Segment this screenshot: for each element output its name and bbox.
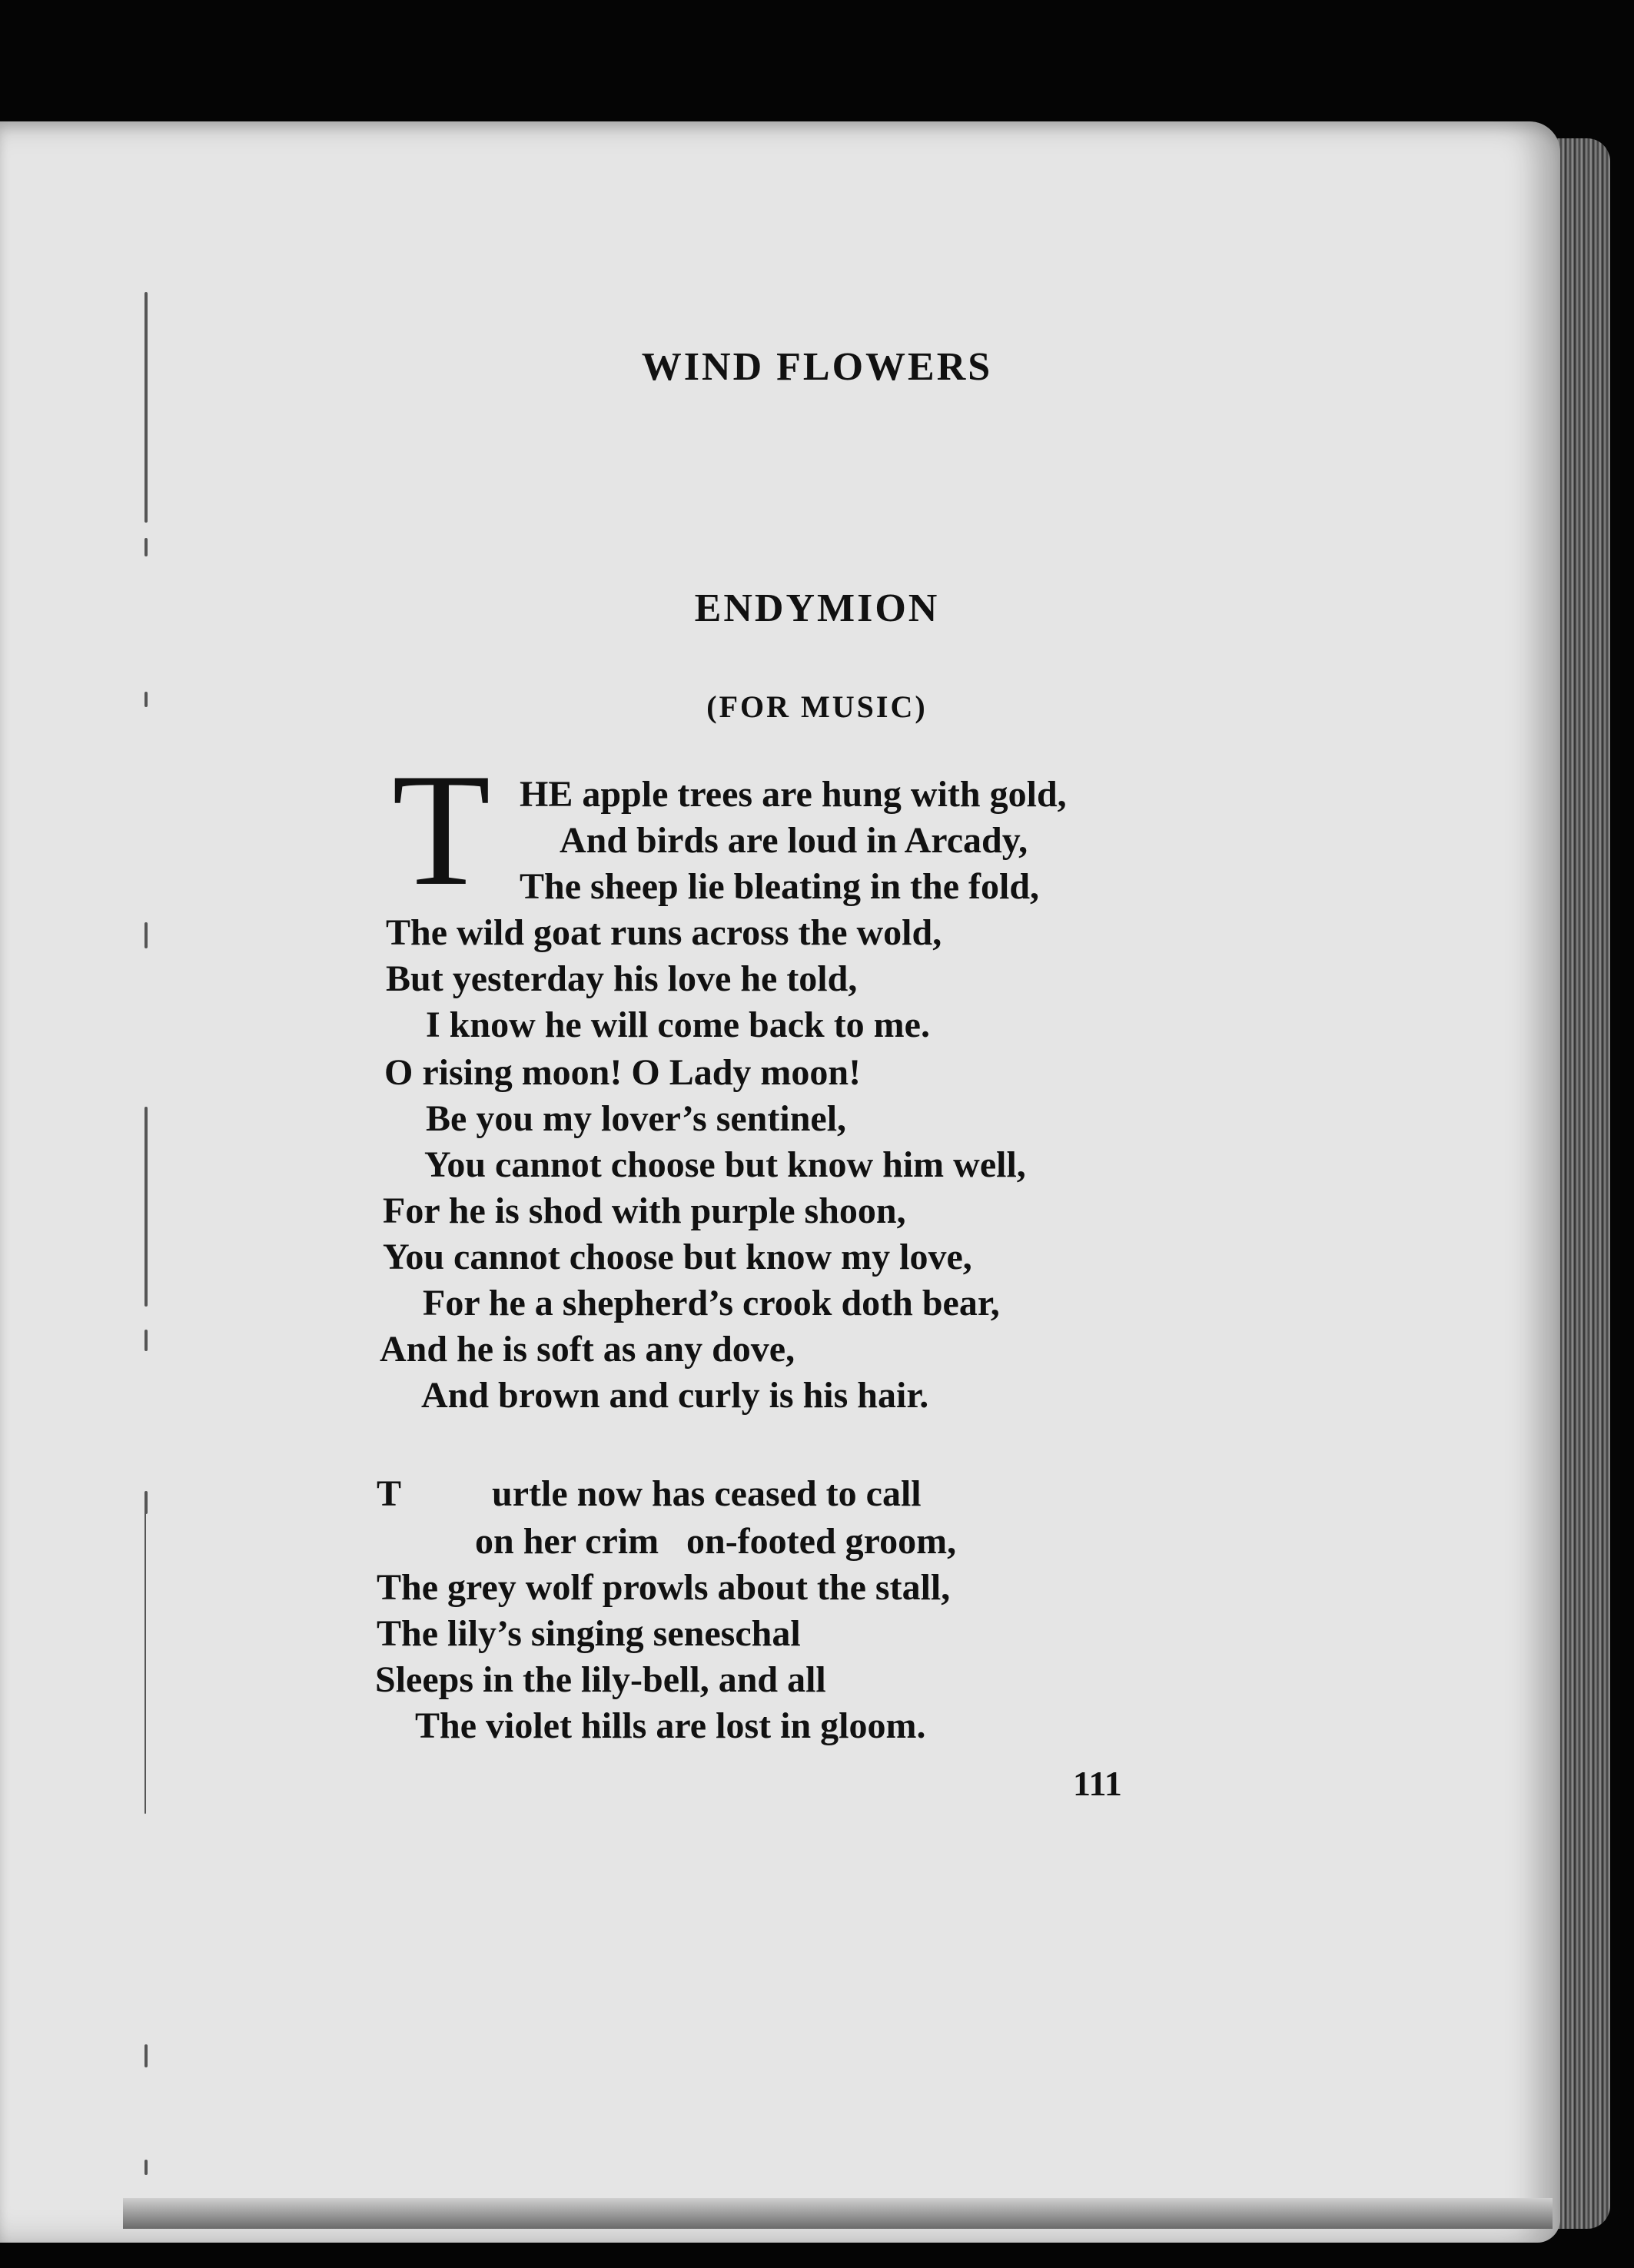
poem-title: ENDYMION bbox=[694, 586, 940, 630]
poem-line: You cannot choose but know him well, bbox=[424, 1144, 1026, 1185]
poem-line: And birds are loud in Arcady, bbox=[560, 820, 1028, 861]
poem-line: The lily’s singing seneschal bbox=[377, 1613, 801, 1654]
poem-line: The wild goat runs across the wold, bbox=[386, 912, 942, 953]
poem-line: O rising moon! O Lady moon! bbox=[384, 1052, 862, 1093]
poem-line: Be you my lover’s sentinel, bbox=[426, 1098, 847, 1139]
poem-line: The violet hills are lost in gloom. bbox=[415, 1705, 926, 1746]
poem-line: And he is soft as any dove, bbox=[380, 1329, 795, 1370]
poem-line: The grey wolf prowls about the stall, bbox=[377, 1567, 951, 1608]
poem-line: But yesterday his love he told, bbox=[386, 958, 858, 999]
poem-line-fragment: on her crim bbox=[475, 1521, 659, 1562]
poem-line: And brown and curly is his hair. bbox=[421, 1375, 929, 1416]
book-page-edges bbox=[1556, 138, 1610, 2229]
binding-marks bbox=[144, 277, 155, 2236]
drop-cap: T bbox=[392, 741, 491, 919]
poem-line: Sleeps in the lily-bell, and all bbox=[375, 1659, 826, 1700]
running-head: WIND FLOWERS bbox=[641, 345, 993, 389]
poem-line: I know he will come back to me. bbox=[426, 1004, 930, 1045]
poem-line: For he a shepherd’s crook doth bear, bbox=[423, 1283, 1000, 1323]
poem-subtitle: (FOR MUSIC) bbox=[706, 689, 928, 724]
poem-line: You cannot choose but know my love, bbox=[383, 1237, 972, 1277]
poem-line: HE apple trees are hung with gold, bbox=[520, 774, 1067, 815]
poem-line: For he is shod with purple shoon, bbox=[383, 1190, 906, 1231]
poem-line: The sheep lie bleating in the fold, bbox=[520, 866, 1040, 907]
poem-line: on-footed groom, bbox=[686, 1521, 957, 1562]
poem-line-fragment: T bbox=[377, 1473, 402, 1514]
poem-line: urtle now has ceased to call bbox=[492, 1473, 922, 1514]
page-bottom-shadow bbox=[123, 2198, 1553, 2229]
page-number: 111 bbox=[1073, 1764, 1122, 1803]
